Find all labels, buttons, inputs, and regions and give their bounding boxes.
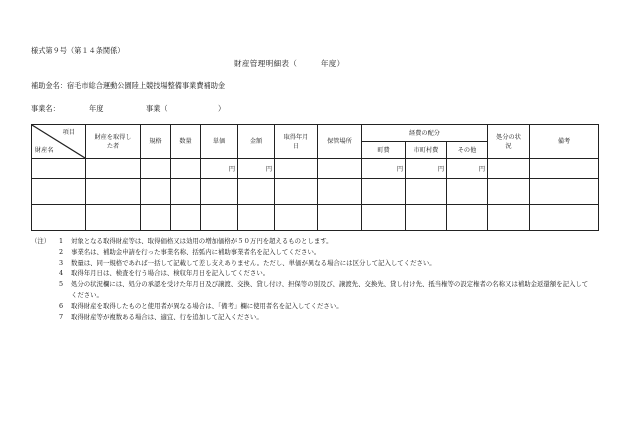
note-number: 2	[59, 247, 64, 256]
header-diagonal-cell	[32, 125, 86, 159]
table-row	[32, 205, 599, 231]
note-item	[31, 279, 591, 301]
property-ledger-table	[31, 124, 599, 231]
note-text: 取得財産等が複数ある場合は、適宜、行を追加して記入ください。	[71, 312, 263, 321]
header-disposal: 処分の状況	[488, 125, 530, 159]
header-storage: 保管場所	[318, 125, 362, 159]
unit-label: 円	[406, 159, 447, 179]
project-label: 事業名：	[31, 104, 60, 113]
header-cost-share: 経費の配分	[362, 125, 488, 142]
note-number: 4	[59, 269, 64, 278]
unit-label: 円	[201, 159, 238, 179]
note-text: 数量は、同一規格であれば一括して記載して差し支えありません。ただし、単価が異なる場合には区分して記入してください。	[71, 258, 436, 267]
diag-bottom-label: 財産名	[35, 147, 54, 154]
note-item	[31, 258, 591, 269]
note-text: 取得財産を取得したものと使用者が異なる場合は、「備考」欄に使用者名を記入してください。	[71, 301, 343, 310]
note-number: 6	[59, 301, 64, 310]
note-number: 5	[59, 280, 64, 289]
page-title: 財産管理明細表（ 年度）	[234, 59, 345, 68]
unit-label: 円	[447, 159, 488, 179]
note-text: 取得年月日は、検査を行う場合は、検収年月日を記入してください。	[71, 269, 270, 278]
header-acquirer: 財産を取得した者	[86, 125, 141, 159]
note-text: 対象となる取得財産等は、取得価格又は効用の増加価格が５０万円を超えるものとします。	[71, 237, 333, 245]
header-municipal: 市町村費	[406, 142, 447, 159]
header-other: その他	[447, 142, 488, 159]
header-spec: 規格	[141, 125, 171, 159]
note-item	[31, 268, 591, 279]
notes-lead: （注）	[31, 237, 51, 245]
notes-section	[31, 236, 591, 322]
header-amount: 金額	[238, 125, 275, 159]
note-item	[31, 312, 591, 323]
note-item	[31, 301, 591, 312]
header-unit-price: 単価	[201, 125, 238, 159]
note-item	[31, 247, 591, 258]
diag-top-label: 項目	[62, 129, 75, 136]
note-number: 3	[59, 258, 64, 267]
unit-label: 円	[238, 159, 275, 179]
project-name-open: 事業（	[146, 104, 168, 113]
table-row	[32, 159, 599, 179]
header-acquisition-date: 取得年月日	[275, 125, 318, 159]
header-quantity: 数量	[171, 125, 201, 159]
header-remarks: 備考	[530, 125, 599, 159]
note-number: 7	[59, 312, 64, 321]
unit-label: 円	[362, 159, 406, 179]
note-text: 処分の状況欄には、処分の承認を受けた年月日及び譲渡、交換、貸し付け、担保等の別及び、譲渡先、交換先、貸し付け先、抵当権等の設定権者の名称又は補助金返還額を記入してください。	[71, 280, 589, 299]
table-row	[32, 179, 599, 205]
header-town: 町費	[362, 142, 406, 159]
grant-name: 補助金名：宿毛市総合運動公園陸上競技場整備事業費補助金	[31, 81, 226, 90]
project-name-close: ）	[218, 104, 226, 113]
note-number: 1	[59, 237, 64, 245]
project-year: 年度	[89, 104, 104, 113]
note-item	[31, 236, 591, 247]
note-text: 事業名は、補助金申請を行った事業名称、括弧内に補助事業者名を記入してください。	[71, 247, 321, 256]
form-number: 様式第９号（第１４条関係）	[31, 46, 125, 55]
